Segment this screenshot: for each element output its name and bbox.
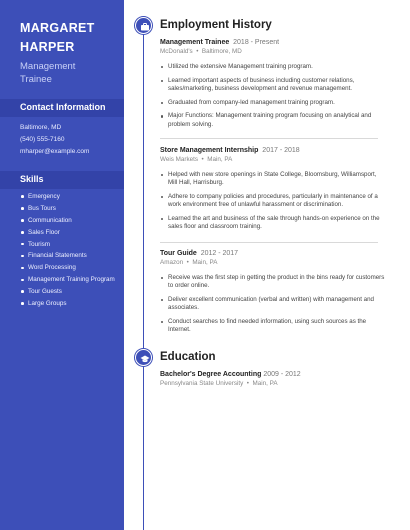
skill-item: Tour Guests — [20, 288, 120, 300]
job-company: Amazon — [160, 259, 184, 266]
job-bullet: Conduct searches to find needed information, using such sources as the Internet. — [160, 318, 385, 334]
divider — [160, 242, 378, 243]
skill-item: Emergency — [20, 193, 120, 205]
job-bullet: Helped with new store openings in State College, Bloomsburg, Williamsport, Mill Hall, Harrisburg. — [160, 171, 385, 187]
job-bullets — [160, 63, 385, 129]
school-location: Main, PA — [252, 380, 278, 387]
school: Pennsylvania State University — [160, 380, 244, 387]
job-location: Main, PA — [207, 156, 233, 163]
last-name: HARPER — [20, 40, 75, 54]
job-bullet: Utilized the extensive Management training program. — [160, 63, 385, 71]
job-bullet: Graduated from company-led management training program. — [160, 99, 385, 107]
skill-item: Communication — [20, 217, 120, 229]
job-position: Management Trainee — [160, 39, 230, 46]
first-name: MARGARET — [20, 21, 95, 35]
education-dates: 2009 - 2012 — [263, 371, 301, 378]
skill-item: Word Processing — [20, 264, 120, 276]
skill-item: Management Training Program — [20, 276, 120, 288]
degree: Bachelor's Degree Accounting — [160, 371, 262, 378]
skill-item: Sales Floor — [20, 229, 120, 241]
contact-phone[interactable]: (540) 555-7160 — [20, 136, 65, 143]
skill-item: Large Groups — [20, 300, 120, 312]
job-dates: 2018 - Present — [233, 39, 280, 46]
skill-item: Bus Tours — [20, 205, 120, 217]
candidate-name — [20, 19, 95, 57]
job-location: Main, PA — [192, 259, 218, 266]
skill-item: Financial Statements — [20, 252, 120, 264]
job-title-line-1: Management — [20, 61, 76, 72]
job-title-line-2: Trainee — [20, 74, 52, 85]
contact-location: Baltimore, MD — [20, 124, 62, 131]
job-company: McDonald's — [160, 48, 193, 55]
job-bullet: Receive was the first step in getting the product in the bins ready for customers to order online. — [160, 274, 385, 290]
job-bullet: Deliver excellent communication (verbal and written) with management and associates. — [160, 296, 385, 312]
graduation-cap-icon — [135, 349, 152, 366]
job-company: Weis Markets — [160, 156, 199, 163]
skill-item: Tourism — [20, 241, 120, 253]
job-bullet: Adhere to company policies and procedures, particularly in maintenance of a work environment free of unlawful harassment or discrimination. — [160, 193, 385, 209]
job-entry: Management Trainee 2018 - Present McDonald's • Baltimore, MD Utilized the extensive Management training program. Learned important aspects of business including customer relations, sales/marketing, business development and revenue management. Graduated from company-led management training program. Major Functions: Management training program focusing on analytical and problem solving. — [160, 38, 385, 134]
job-bullets — [160, 171, 385, 231]
job-bullet: Learned the art and business of the sale through hands-on experience on the sales floor and classroom training. — [160, 215, 385, 231]
skills-heading: Skills — [0, 171, 124, 189]
job-bullet: Major Functions: Management training program focusing on analytical and problem solving. — [160, 112, 385, 128]
skills-list — [20, 193, 120, 312]
job-position: Store Management Internship — [160, 147, 259, 154]
job-title — [20, 60, 75, 86]
divider — [160, 138, 378, 139]
briefcase-icon — [135, 17, 152, 34]
job-position: Tour Guide — [160, 250, 197, 257]
employment-heading: Employment History — [160, 19, 272, 31]
job-dates: 2012 - 2017 — [200, 250, 239, 257]
timeline-line — [143, 27, 144, 530]
job-entry: Tour Guide 2012 - 2017 Amazon • Main, PA Receive was the first step in getting the product in the bins ready for customers to order online. Deliver excellent communication (verbal and written) with management and associates. Conduct searches to find needed information, using such sources as the Internet. — [160, 250, 385, 334]
job-dates: 2017 - 2018 — [262, 147, 300, 154]
sidebar — [0, 0, 124, 530]
education-entry: Bachelor's Degree Accounting 2009 - 2012 Pennsylvania State University • Main, PA — [160, 371, 301, 387]
job-bullet: Learned important aspects of business including customer relations, sales/marketing, business development and revenue management. — [160, 77, 385, 93]
job-bullets — [160, 274, 385, 334]
job-entry: Store Management Internship 2017 - 2018 Weis Markets • Main, PA Helped with new store openings in State College, Bloomsburg, Williamsport, Mill Hall, Harrisburg. Adhere to company policies and procedures, particularly in maintenance of a work environment free of unlawful harassment or discrimination. Learned the art and business of the sale through hands-on experience on the sales floor and classroom training. — [160, 146, 385, 237]
contact-email[interactable]: mharper@example.com — [20, 148, 90, 155]
job-location: Baltimore, MD — [201, 48, 242, 55]
education-heading: Education — [160, 351, 216, 363]
contact-heading: Contact Information — [0, 99, 124, 117]
